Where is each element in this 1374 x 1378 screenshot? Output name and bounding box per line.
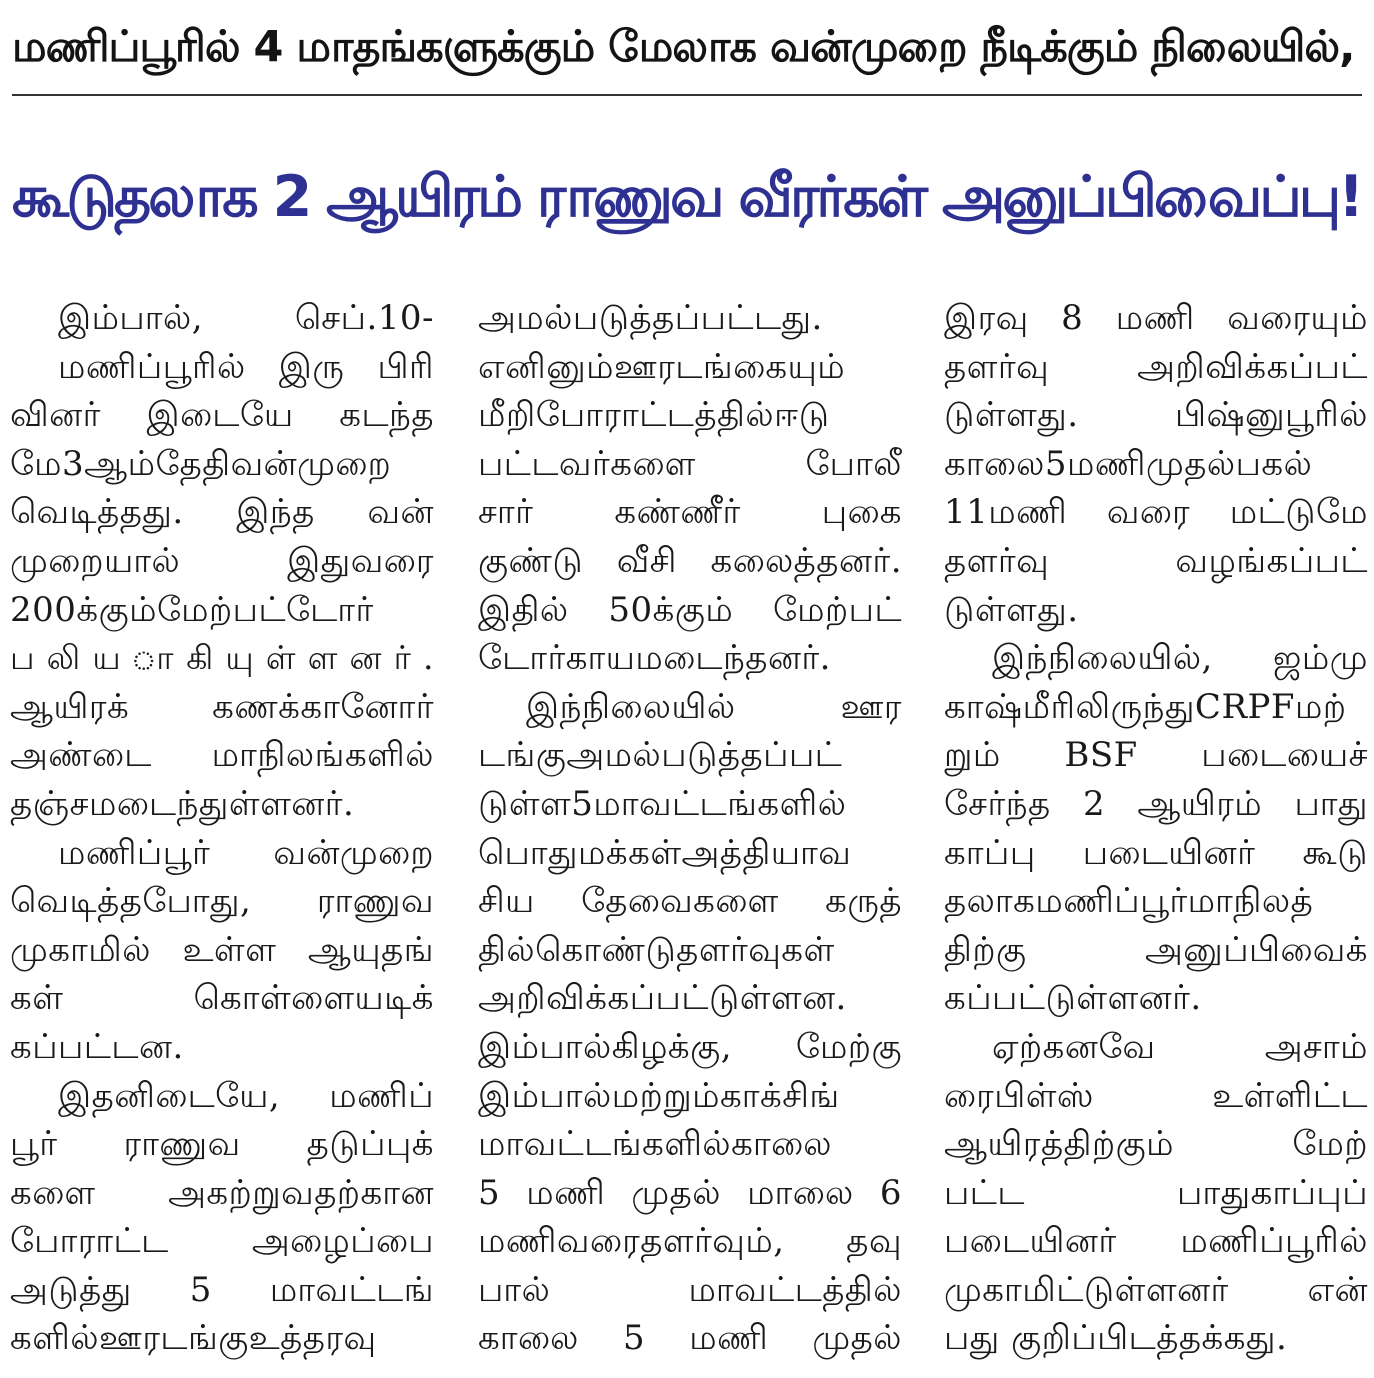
- text-line: திற்கு அனுப்பிவைக்: [944, 929, 1368, 970]
- text-line: பூர் ராணுவ தடுப்புக்: [10, 1124, 434, 1165]
- text-line: டுள்ளது. பிஷ்னுபூரில்: [944, 395, 1368, 436]
- text-line: அடுத்து 5 மாவட்டங்: [10, 1269, 434, 1310]
- article-column-3: [944, 294, 1368, 1366]
- text-line: எனினும்ஊரடங்கையும்: [478, 346, 846, 387]
- text-line: டுள்ள5மாவட்டங்களில்: [478, 783, 847, 824]
- text-line: 11மணி வரை மட்டுமே: [944, 492, 1368, 533]
- text-line: 5 மணி முதல் மாலை 6: [478, 1172, 902, 1213]
- text-line: களை அகற்றுவதற்கான: [10, 1172, 434, 1213]
- text-line: ப லி ய ா கி யு ள் ள ன ர் .: [10, 638, 434, 678]
- text-line: இதில் 50க்கும் மேற்பட்: [478, 589, 902, 630]
- text-line: சார் கண்ணீர் புகை: [478, 492, 902, 533]
- text-line: இம்பால், செப்.10-: [58, 298, 434, 338]
- text-line: அண்டை மாநிலங்களில்: [10, 735, 434, 776]
- text-line: கப்பட்டுள்ளனர்.: [944, 978, 1202, 1019]
- text-line: மாவட்டங்களில்காலை: [478, 1124, 833, 1165]
- text-line: தலாகமணிப்பூர்மாநிலத்: [944, 881, 1314, 922]
- text-line: அறிவிக்கப்பட்டுள்ளன.: [478, 978, 847, 1019]
- text-line: ஏற்கனவே அசாம்: [992, 1026, 1368, 1067]
- text-line: தஞ்சமடைந்துள்ளனர்.: [10, 783, 355, 824]
- text-line: அமல்படுத்தப்பட்டது.: [478, 298, 823, 338]
- text-line: பட்டவர்களை போலீ: [478, 443, 902, 484]
- text-line: ஆயிரக் கணக்கானோர்: [10, 686, 434, 727]
- text-line: வினர் இடையே கடந்த: [10, 395, 434, 436]
- text-line: வெடித்தது. இந்த வன்: [10, 492, 434, 533]
- text-line: டோர்காயமடைந்தனர்.: [478, 638, 831, 679]
- article-column-1: [10, 294, 434, 1366]
- text-line: காப்பு படையினர் கூடு: [944, 832, 1368, 873]
- text-line: மே3ஆம்தேதிவன்முறை: [10, 443, 392, 484]
- text-line: இந்நிலையில், ஜம்மு: [992, 638, 1368, 679]
- text-line: பால் மாவட்டத்தில்: [478, 1269, 902, 1310]
- text-line: வெடித்தபோது, ராணுவ: [10, 881, 434, 922]
- text-line: களில்ஊரடங்குஉத்தரவு: [10, 1318, 377, 1359]
- text-line: கப்பட்டன.: [10, 1026, 184, 1067]
- text-line: தில்கொண்டுதளர்வுகள்: [478, 929, 835, 970]
- headline-divider: [12, 94, 1362, 96]
- main-headline: கூடுதலாக 2 ஆயிரம் ராணுவ வீரர்கள் அனுப்பிவைப்பு!: [12, 164, 1362, 230]
- text-line: றும் BSF படையைச்: [944, 735, 1368, 776]
- text-line: முகாமில் உள்ள ஆயுதங்: [10, 929, 434, 970]
- text-line: தளர்வு அறிவிக்கப்பட்: [944, 346, 1368, 387]
- text-line: இரவு 8 மணி வரையும்: [944, 298, 1368, 338]
- text-line: சேர்ந்த 2 ஆயிரம் பாது: [944, 783, 1368, 824]
- kicker-headline: மணிப்பூரில் 4 மாதங்களுக்கும் மேலாக வன்முறை நீடிக்கும் நிலையில்,: [12, 22, 1355, 72]
- text-line: இம்பால்மற்றும்காக்சிங்: [478, 1075, 840, 1116]
- text-line: மீறிபோராட்டத்தில்ஈடு: [478, 395, 830, 436]
- text-line: தளர்வு வழங்கப்பட்: [944, 540, 1368, 581]
- text-line: இந்நிலையில் ஊர: [526, 686, 902, 727]
- text-line: சிய தேவைகளை கருத்: [478, 881, 902, 922]
- text-line: படையினர் மணிப்பூரில்: [944, 1221, 1368, 1262]
- text-line: 200க்கும்மேற்பட்டோர்: [10, 589, 374, 630]
- text-line: முறையால் இதுவரை: [10, 540, 434, 581]
- text-line: ரைபிள்ஸ் உள்ளிட்ட: [944, 1075, 1368, 1116]
- text-line: மணிவரைதளர்வும், தவு: [478, 1221, 902, 1262]
- text-line: இம்பால்கிழக்கு, மேற்கு: [478, 1026, 902, 1067]
- text-line: ஆயிரத்திற்கும் மேற்: [944, 1124, 1368, 1165]
- text-line: காலை 5 மணி முதல்: [478, 1318, 902, 1359]
- text-line: பட்ட பாதுகாப்புப்: [944, 1172, 1368, 1213]
- text-line: மணிப்பூர் வன்முறை: [58, 832, 434, 873]
- text-line: மணிப்பூரில் இரு பிரி: [58, 346, 434, 387]
- text-line: போராட்ட அழைப்பை: [10, 1221, 434, 1262]
- text-line: குண்டு வீசி கலைத்தனர்.: [478, 540, 902, 581]
- text-line: காலை5மணிமுதல்பகல்: [944, 443, 1313, 484]
- article-column-2: [478, 294, 902, 1366]
- text-line: முகாமிட்டுள்ளனர் என்: [944, 1269, 1368, 1310]
- text-line: இதனிடையே, மணிப்: [58, 1075, 434, 1116]
- text-line: கள் கொள்ளையடிக்: [10, 978, 434, 1019]
- text-line: பொதுமக்கள்அத்தியாவ: [478, 832, 852, 873]
- text-line: டங்குஅமல்படுத்தப்பட்: [478, 735, 843, 776]
- text-line: காஷ்மீரிலிருந்துCRPFமற்: [944, 686, 1347, 727]
- text-line: பது குறிப்பிடத்தக்கது.: [944, 1318, 1288, 1359]
- text-line: டுள்ளது.: [944, 589, 1079, 630]
